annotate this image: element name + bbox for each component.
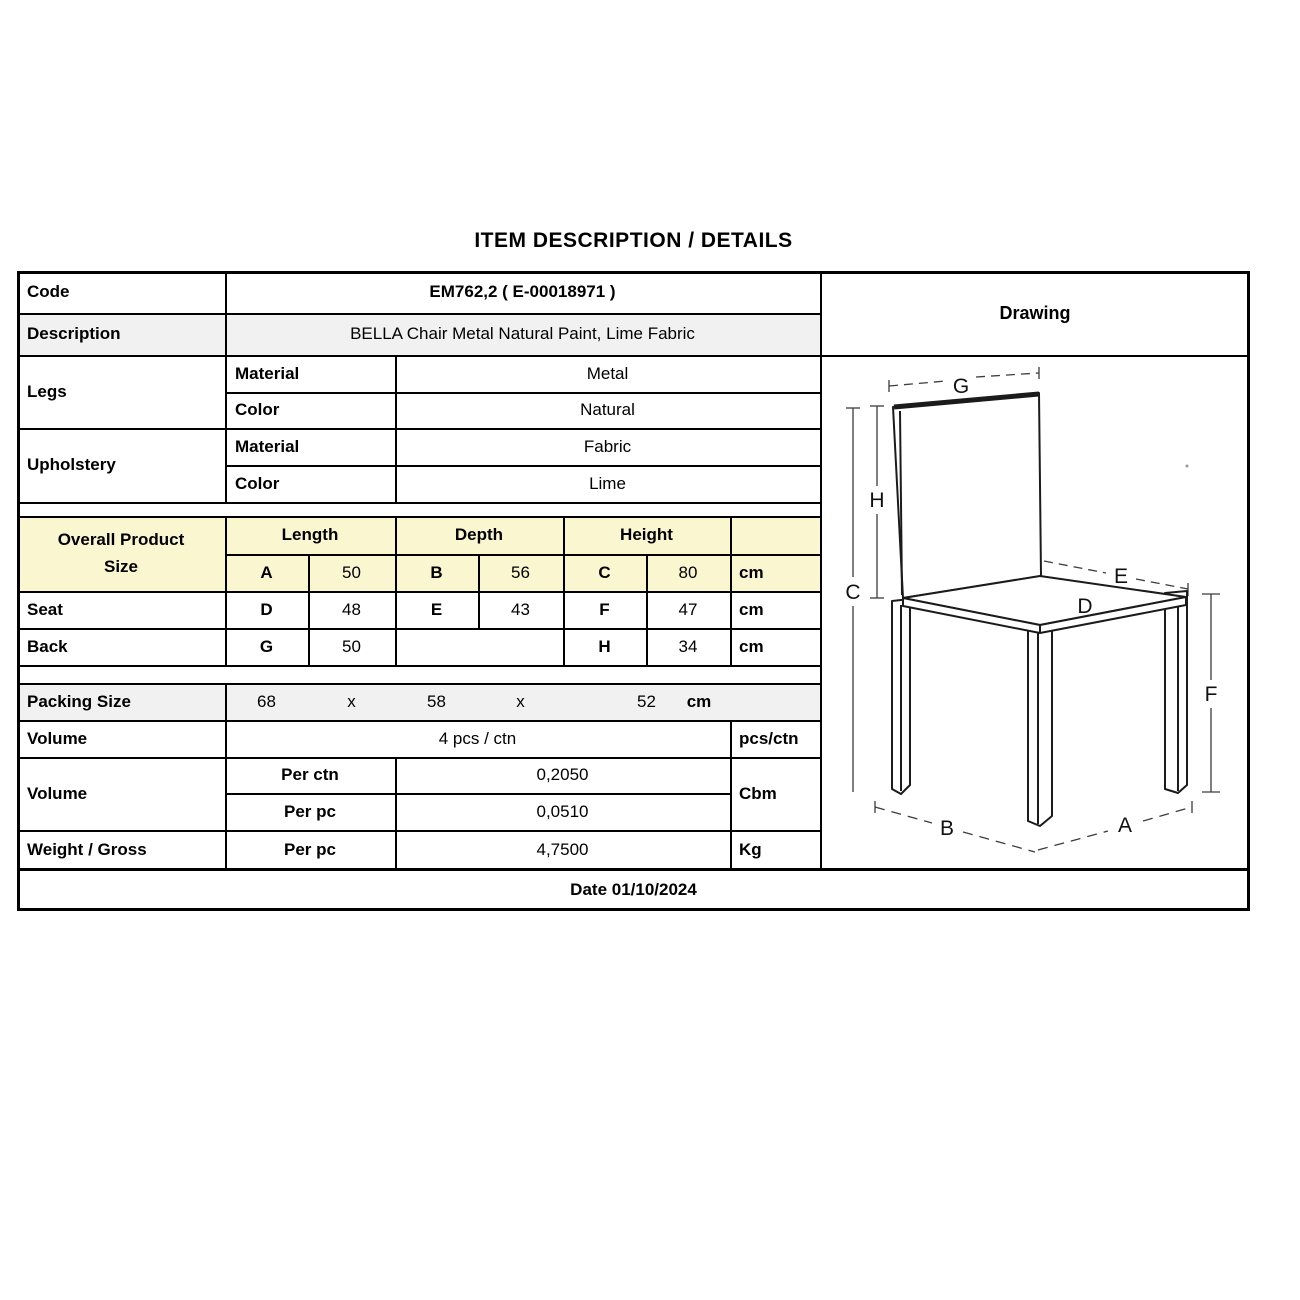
dim-label-e: E <box>1113 565 1129 588</box>
dim-label-a: A <box>1117 814 1133 837</box>
back-height-key: H <box>598 636 611 656</box>
per-pc-label: Per pc <box>284 801 336 821</box>
overall-length-key: A <box>260 562 273 582</box>
back-unit: cm <box>739 636 764 656</box>
packing-dim3: 52 <box>637 691 656 711</box>
seat-length-key: D <box>260 599 273 619</box>
volume-pcs-label: Volume <box>27 728 88 748</box>
dim-label-c: C <box>845 581 861 604</box>
legs-color-label: Color <box>235 400 280 419</box>
seat-depth-key: E <box>430 599 443 619</box>
description-value: BELLA Chair Metal Natural Paint, Lime Fabric <box>350 324 695 343</box>
upholstery-label: Upholstery <box>27 455 116 474</box>
volume-cbm-unit: Cbm <box>739 783 777 803</box>
volume-pcs-value: 4 pcs / ctn <box>438 728 517 748</box>
back-height-value: 34 <box>678 636 698 656</box>
drawing-header: Drawing <box>999 302 1071 323</box>
weight-label: Weight / Gross <box>27 839 147 859</box>
overall-depth-key: B <box>430 562 443 582</box>
packing-sep2: x <box>516 691 525 711</box>
length-header: Length <box>281 525 339 544</box>
back-label: Back <box>27 636 68 656</box>
overall-size-text: Overall Product Size <box>57 530 185 576</box>
upholstery-color-value: Lime <box>589 473 626 493</box>
description-label: Description <box>27 324 121 343</box>
legs-material-label: Material <box>235 363 300 383</box>
seat-label: Seat <box>27 599 63 619</box>
dim-label-f: F <box>1204 683 1218 706</box>
table-outer-border <box>17 271 1250 911</box>
spec-table <box>17 271 1250 911</box>
date-value: Date 01/10/2024 <box>570 880 697 899</box>
seat-unit: cm <box>739 599 764 619</box>
packing-sep1: x <box>347 691 356 711</box>
seat-height-key: F <box>599 599 610 619</box>
volume-pcs-unit: pcs/ctn <box>739 728 799 748</box>
page-title: ITEM DESCRIPTION / DETAILS <box>474 229 793 252</box>
dim-label-b: B <box>939 817 955 840</box>
overall-height-key: C <box>598 562 611 582</box>
upholstery-material-label: Material <box>235 436 300 456</box>
weight-per-pc-label: Per pc <box>284 839 336 859</box>
per-pc-value: 0,0510 <box>536 801 589 821</box>
seat-depth-value: 43 <box>511 599 530 619</box>
per-ctn-value: 0,2050 <box>536 765 589 784</box>
packing-dim1: 68 <box>257 691 276 711</box>
legs-material-value: Metal <box>586 363 629 383</box>
upholstery-color-label: Color <box>235 473 280 493</box>
packing-label: Packing Size <box>27 691 131 711</box>
upholstery-material-value: Fabric <box>583 436 632 456</box>
height-header: Height <box>620 525 673 544</box>
packing-unit: cm <box>686 691 712 711</box>
seat-length-value: 48 <box>342 599 361 619</box>
overall-length-value: 50 <box>342 562 361 582</box>
dim-label-g: G <box>952 375 970 398</box>
back-length-key: G <box>259 636 274 656</box>
overall-depth-value: 56 <box>511 562 530 582</box>
code-value: EM762,2 ( E-00018971 ) <box>429 282 616 301</box>
legs-label: Legs <box>27 381 67 401</box>
seat-height-value: 47 <box>678 599 698 619</box>
dim-label-d: D <box>1077 595 1093 618</box>
dim-label-h: H <box>869 489 885 512</box>
volume-cbm-label: Volume <box>27 783 88 803</box>
code-label: Code <box>27 282 70 301</box>
overall-unit: cm <box>739 562 764 582</box>
packing-dim2: 58 <box>427 691 446 711</box>
depth-header: Depth <box>454 525 504 544</box>
per-ctn-label: Per ctn <box>281 765 339 784</box>
weight-unit: Kg <box>739 839 762 859</box>
overall-height-value: 80 <box>678 562 698 582</box>
legs-color-value: Natural <box>580 400 635 419</box>
weight-value: 4,7500 <box>536 839 589 859</box>
back-length-value: 50 <box>342 636 361 656</box>
